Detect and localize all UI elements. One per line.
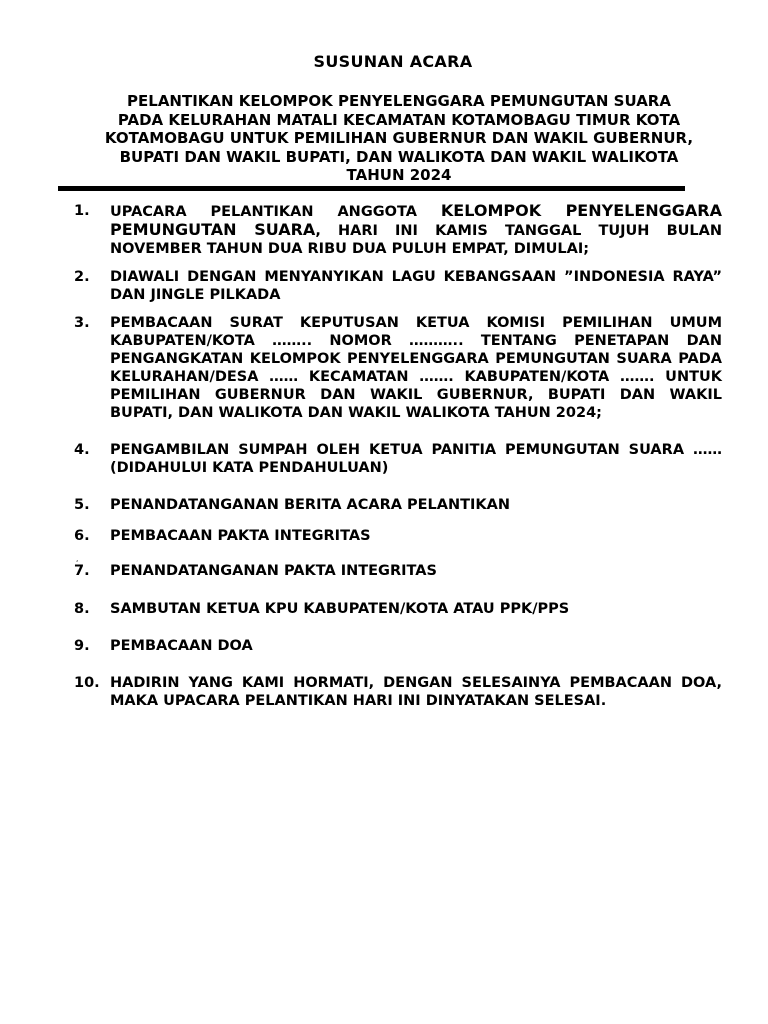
agenda-item-7 — [74, 562, 722, 580]
agenda-item-5 — [74, 496, 722, 514]
agenda-list — [74, 202, 722, 710]
agenda-item-2 — [74, 268, 722, 304]
agenda-item-text: PEMBACAAN SURAT KEPUTUSAN KETUA KOMISI PEMILIHAN UMUM KABUPATEN/KOTA …….. NOMOR ……….. TENTANG PENETAPAN DAN PENGANGKATAN KELOMPOK PENYELENGGARA PEMUNGUTAN SUARA PADA KELURAHAN/DESA …… KECAMATAN ……. KABUPATEN/KOTA ……. UNTUK PEMILIHAN GUBERNUR DAN WAKIL GUBERNUR, BUPATI DAN WAKIL BUPATI, DAN WALIKOTA DAN WAKIL WALIKOTA TAHUN 2024; — [110, 315, 722, 421]
agenda-item-number: 7. — [74, 563, 90, 579]
agenda-item-8 — [74, 600, 722, 618]
heading-line: KOTAMOBAGU UNTUK PEMILIHAN GUBERNUR DAN WAKIL GUBERNUR, — [104, 129, 694, 147]
agenda-item-text: PENGAMBILAN SUMPAH OLEH KETUA PANITIA PEMUNGUTAN SUARA …… (DIDAHULUI KATA PENDAHULUAN) — [110, 442, 722, 476]
agenda-item-text-part: , HARI INI KAMIS TANGGAL TUJUH BULAN NOVEMBER TAHUN DUA RIBU DUA PULUH EMPAT, DIMULAI; — [110, 223, 722, 257]
agenda-item-4 — [74, 441, 722, 477]
agenda-item-number: 6. — [74, 528, 90, 544]
document-heading — [58, 92, 740, 185]
heading-line: TAHUN 2024 — [346, 166, 452, 184]
heading-divider — [58, 186, 685, 191]
heading-line: PELANTIKAN KELOMPOK PENYELENGGARA PEMUNGUTAN SUARA — [127, 92, 671, 110]
agenda-item-number: 2. — [74, 269, 90, 285]
agenda-item-number: 5. — [74, 497, 90, 513]
agenda-item-text: PENANDATANGANAN BERITA ACARA PELANTIKAN — [110, 497, 511, 513]
heading-line: PADA KELURAHAN MATALI KECAMATAN KOTAMOBAGU TIMUR KOTA — [117, 110, 681, 129]
agenda-item-1 — [74, 202, 722, 258]
agenda-item-text: PENANDATANGANAN PAKTA INTEGRITAS — [110, 563, 437, 579]
agenda-item-text: SAMBUTAN KETUA KPU KABUPATEN/KOTA ATAU PPK/PPS — [110, 601, 570, 617]
stray-mark: ‚ — [76, 555, 79, 563]
agenda-item-number: 8. — [74, 601, 90, 617]
agenda-item-text: HADIRIN YANG KAMI HORMATI, DENGAN SELESAINYA PEMBACAAN DOA, MAKA UPACARA PELANTIKAN HARI INI DINYATAKAN SELESAI. — [110, 675, 722, 709]
heading-line: BUPATI DAN WAKIL BUPATI, DAN WALIKOTA DAN WAKIL WALIKOTA — [119, 147, 679, 166]
agenda-item-text: PEMBACAAN PAKTA INTEGRITAS — [110, 528, 371, 544]
agenda-item-text — [110, 202, 722, 258]
agenda-item-6 — [74, 527, 722, 545]
agenda-item-text: DIAWALI DENGAN MENYANYIKAN LAGU KEBANGSAAN ”INDONESIA RAYA” DAN JINGLE PILKADA — [110, 269, 722, 303]
document-title: SUSUNAN ACARA — [313, 52, 473, 71]
agenda-item-9 — [74, 637, 722, 655]
agenda-item-number: 10. — [74, 675, 100, 691]
agenda-item-3 — [74, 314, 722, 422]
agenda-item-number: 3. — [74, 315, 90, 331]
agenda-item-10 — [74, 674, 722, 710]
agenda-item-number: 9. — [74, 638, 90, 654]
agenda-item-number: 4. — [74, 442, 90, 458]
agenda-item-text: PEMBACAAN DOA — [110, 638, 253, 654]
agenda-item-number: 1. — [74, 203, 90, 219]
agenda-item-text-part: UPACARA PELANTIKAN ANGGOTA — [110, 204, 441, 220]
agenda-item-text-part: KELOMPOK PENYELENGGARA PEMUNGUTAN SUARA — [110, 201, 722, 239]
